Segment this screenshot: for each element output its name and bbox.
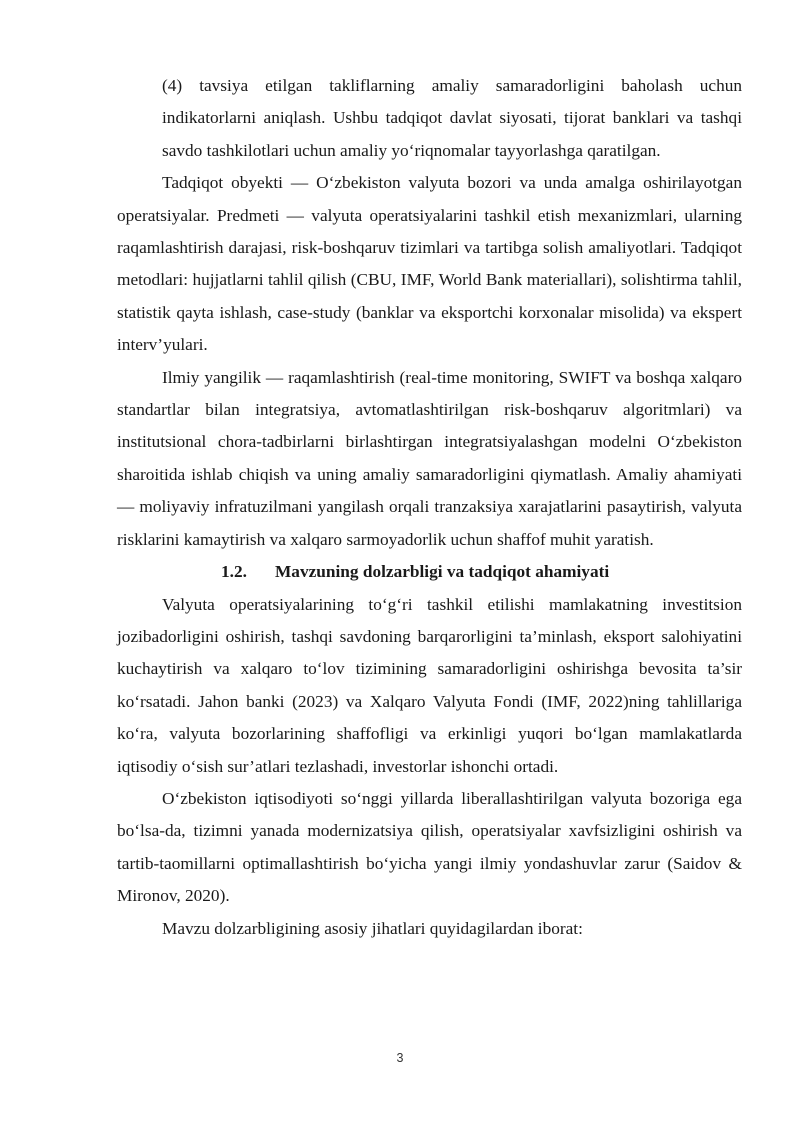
body-text (117, 70, 742, 945)
paragraph-research-object: Tadqiqot obyekti — O‘zbekiston valyuta bozori va unda amalga oshirilayotgan operatsiyalar. Predmeti — valyuta operatsiyalarini tashkil etish mexanizmlari, ularning raqamlashtirish darajasi, risk-boshqaruv tizimlari va tartibga solish amaliyotlari. Tadqiqot metodlari: hujjatlarni tahlil qilish (CBU, IMF, World Bank materiallari), solishtirma tahlil, statistik qayta ishlash, case-study (banklar va eksportchi korxonalar misolida) va ekspert interv’yulari. (117, 173, 742, 355)
paragraph-relevance: Valyuta operatsiyalarining to‘g‘ri tashkil etilishi mamlakatning investitsion jozibadorligini oshirish, tashqi savdoning barqarorligini ta’minlash, eksport salohiyatini kuchaytirish va xalqaro to‘lov tizimining samaradorligini oshirishga bevosita ta’sir ko‘rsatadi. Jahon banki (2023) va Xalqaro Valyuta Fondi (IMF, 2022)ning tahlillariga ko‘ra, valyuta bozorlarining shaffofligi va erkinligi yuqori bo‘lgan mamlakatlarda iqtisodiy o‘sish sur’atlari tezlashadi, investorlar ishonchi ortadi. (117, 594, 742, 776)
paragraph-indicators: (4) tavsiya etilgan takliflarning amaliy samaradorligini baholash uchun indikatorlarni aniqlash. Ushbu tadqiqot davlat siyosati, tijorat banklari va tashqi savdo tashkilotlari uchun amaliy yo‘riqnomalar tayyorlashga qaratilgan. (162, 76, 742, 160)
section-title: Mavzuning dolzarbligi va tadqiqot ahamiyati (275, 562, 610, 582)
paragraph-key-aspects: Mavzu dolzarbligining asosiy jihatlari quyidagilardan iborat: (162, 918, 583, 938)
paragraph-uzbekistan-economy: O‘zbekiston iqtisodiyoti so‘nggi yillarda liberallashtirilgan valyuta bozoriga ega bo‘lsa-da, tizimni yanada modernizatsiya qilish, operatsiyalar xavfsizligini oshirish va tartib-taomillarni optimallashtirish bo‘yicha yangi ilmiy yondashuvlar zarur (Saidov & Mironov, 2020). (117, 788, 742, 906)
paragraph-scientific-novelty: Ilmiy yangilik — raqamlashtirish (real-time monitoring, SWIFT va boshqa xalqaro standartlar bilan integratsiya, avtomatlashtirilgan risk-boshqaruv algoritmlari) va institutsional chora-tadbirlarni birlashtirgan integratsiyalashgan modelni O‘zbekiston sharoitida ishlab chiqish va uning amaliy samaradorligini qiymatlash. Amaliy ahamiyati — moliyaviy infratuzilmani yangilash orqali tranzaksiya xarajatlarini pasaytirish, valyuta risklarini kamaytirish va xalqaro sarmoyadorlik uchun shaffof muhit yaratish. (117, 367, 742, 549)
page-number: 3 (396, 1051, 404, 1065)
section-heading (117, 556, 742, 588)
section-number: 1.2. (221, 562, 247, 582)
